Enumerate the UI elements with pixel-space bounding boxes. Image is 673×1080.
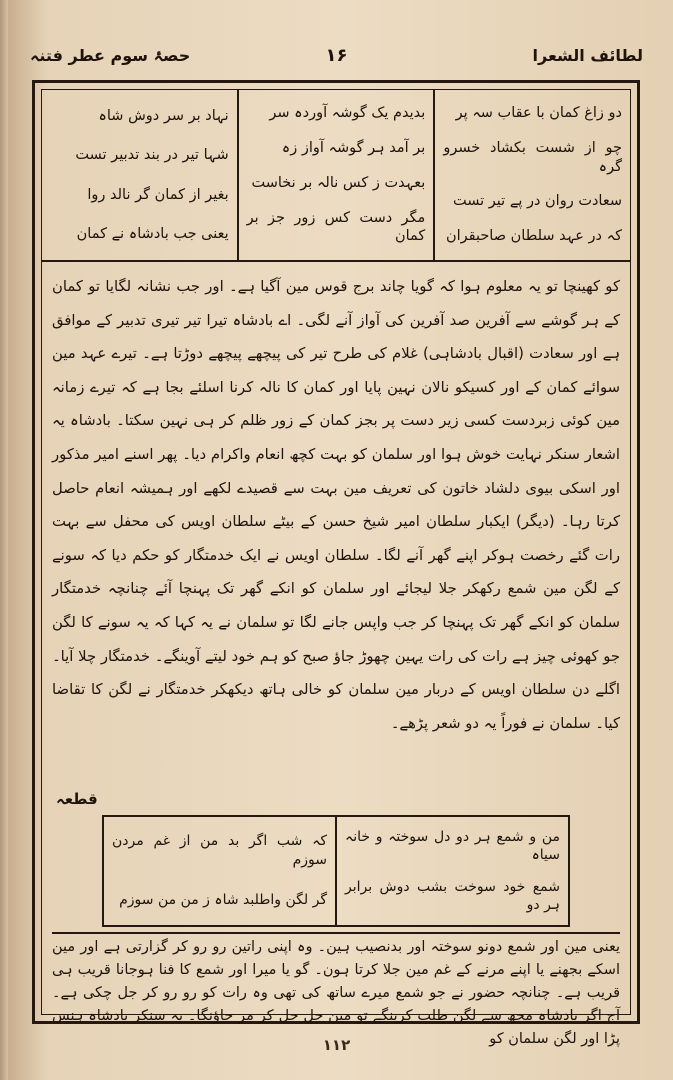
binding-fold (0, 0, 8, 1080)
page-number-top: ۱۶ (325, 44, 348, 66)
verse-line: سعادت روان در پے تیر تست (452, 193, 622, 210)
running-title-right: لطائف الشعرا (532, 45, 643, 65)
prose-body (52, 270, 620, 810)
verse-line: شمع خود سوخت بشب دوش برابر ہر دو (345, 878, 560, 913)
verse-line: بدیدم یک گوشہ آوردہ سر (269, 105, 426, 122)
verse-line: شہا تیر در بند تدبیر تست (75, 147, 229, 164)
verse-line: یعنی جب بادشاہ نے کمان (76, 226, 229, 243)
page-number-bottom: ۱۱۲ (322, 1036, 351, 1054)
verse-column (237, 90, 434, 260)
verse-line: کہ در عہد سلطان صاحبقران (445, 228, 622, 245)
verse-line: نہاد بر سر دوش شاہ (98, 107, 229, 124)
verse-column (42, 90, 237, 260)
verse-line: کہ شب اگر بد من از غم مردن سوزم (112, 833, 327, 868)
verse-line: بغیر از کمان گر نالد روا (87, 186, 229, 203)
verse-line: گر لگن واطلبد شاہ ز من من سوزم (119, 892, 327, 909)
verse-column (104, 817, 335, 925)
prose-paragraph: یعنی مین اور شمع دونو سوختہ اور بدنصیب ہین۔ وہ اپنی راتین رو رو کر گزارتی ہے اور مین اسکے بجھنے یا اپنے مرنے کے غم مین جلا کرتا ہون۔ گو یا میرا اور شمع کا فنا ہوجانا قریب ہی قریب ہے۔ چنانچہ حضور نے جو شمع میرے ساتھ کی تھی وہ رات کو رو رو کر جل چکی ہے۔ آج اگر بادشاہ مجھ سے لگن طلب کرینگے تو مین جل جل کر مر جاؤنگا۔ یہ سنکر بادشاہ ہنس پڑا اور لگن سلمان کو (52, 939, 620, 1047)
verse-line: چو از شست بکشاد خسرو گرہ (443, 140, 622, 175)
verse-table-top (42, 90, 630, 262)
verse-line: بر آمد ہر گوشہ آواز زہ (281, 140, 426, 157)
prose-paragraph: کو کھینچا تو یہ معلوم ہوا کہ گویا چاند برج قوس مین آگیا ہے۔ اور جب نشانہ لگایا تو کمان کے ہر گوشے سے آفرین صد آفرین کی آواز آنے لگی۔ اے بادشاہ تیرا تیر تیری تدبیر کے موافق ہے اور سعادت (اقبال بادشاہی) غلام کی طرح تیر کی پیچھے پیچھے دوڑتا ہے۔ تیرے عہد مین سوائے کمان کے اور کسیکو نالان نہین پایا اور کمان کا نالہ کرنا اسلئے بجا ہے کہ تیرے زمانہ مین کوئی زبردست کسی زیر دست پر بجز کمان کے زور ظلم کر ہی نہین سکتا۔ بادشاہ یہ اشعار سنکر نہایت خوش ہوا اور سلمان کو بہت کچھ انعام واکرام دیا۔ پھر اسنے امیر مذکور اور اسکی بیوی دلشاد خاتون کی تعریف مین بہت سے قصیدے لکھے اور ہمیشہ انعام حاصل کرتا رہا۔ (دیگر) ایکبار سلطان امیر شیخ حسن کے بیٹے سلطان اویس کی محفل سے بہت رات گئے رخصت ہوکر اپنے گھر آنے لگا۔ سلطان اویس نے ایک خدمتگار کو حکم دیا کہ سونے کے لگن مین شمع رکھکر جلا لیجائے اور سلمان کو انکے گھر تک پہنچا آئے چنانچہ خدمتگار سلمان کو انکے گھر تک پہنچا کر جب واپس جانے لگا تو سلمان نے یہ کہا کہ یہ سونے کا لگن جو کھوئی چیز ہے رات کی رات یہین چھوڑ جاؤ صبح کو ہم خود لیتے آوینگے۔ خدمتگار چلا آیا۔ اگلے دن سلطان اویس کے دربار مین سلمان کو خالی ہاتھ دیکھکر خدمتگار نے لگن کا تقاضا کیا۔ سلمان نے فوراً یہ دو شعر پڑھے۔ (52, 278, 620, 732)
page-footer (0, 1036, 673, 1054)
running-title-left: حصۂ سوم عطر فتنہ (30, 45, 191, 65)
verse-line: بعہدت ز کس نالہ بر نخاست (251, 175, 426, 192)
verse-line: من و شمع ہر دو دل سوختہ و خانہ سیاہ (345, 828, 560, 863)
verse-line: دو زاغ کمان با عقاب سہ پر (455, 105, 622, 122)
qita-heading: قطعہ (56, 790, 98, 808)
verse-table-qita (102, 815, 570, 927)
verse-column (335, 817, 568, 925)
verse-line: مگر دست کس زور جز بر کمان (246, 210, 426, 245)
verse-column (433, 90, 630, 260)
page-header (30, 38, 643, 72)
